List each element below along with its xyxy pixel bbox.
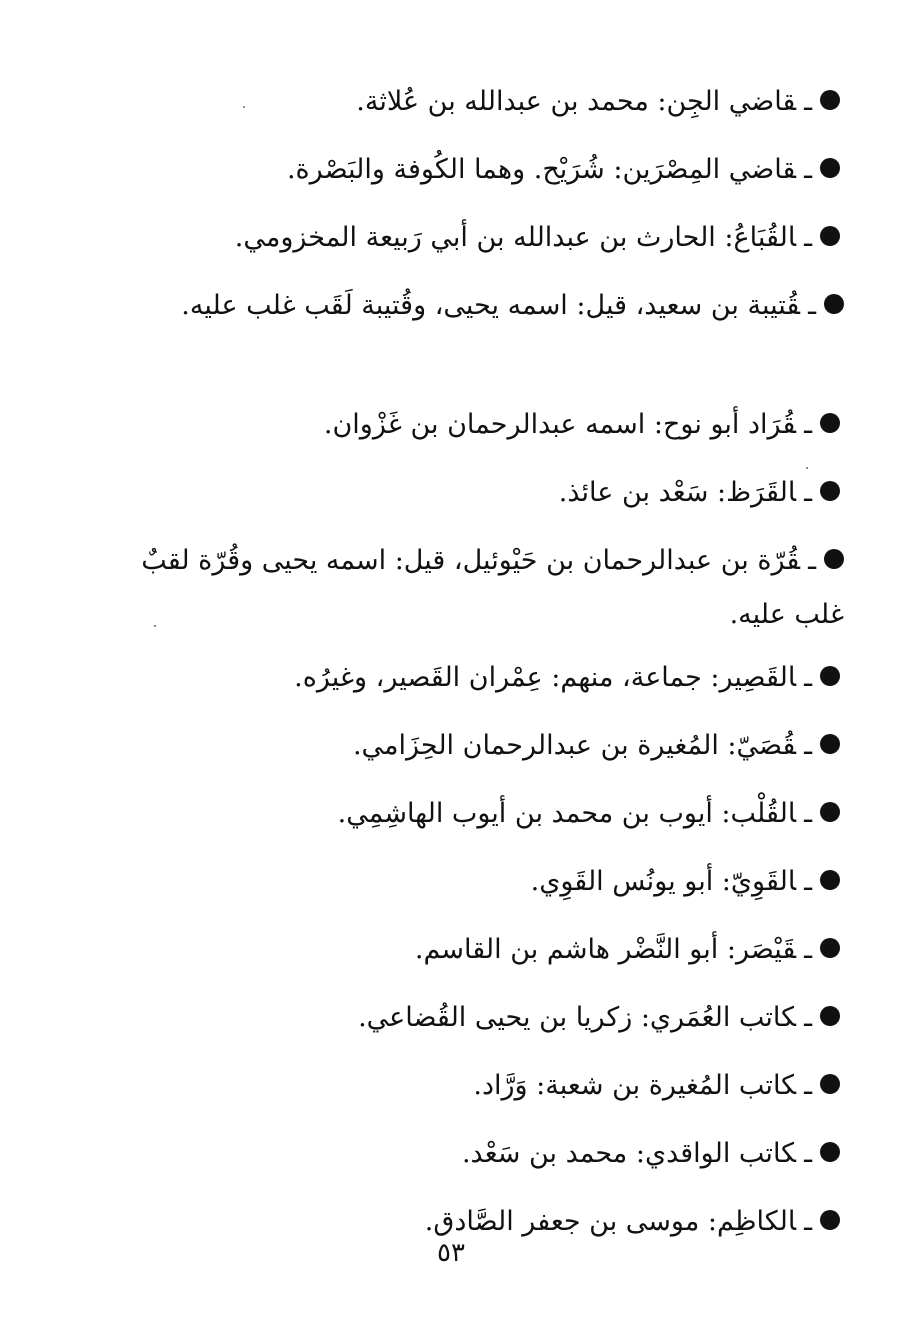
list-item	[415, 930, 840, 970]
entry-dash: ـ	[804, 1070, 812, 1101]
entry-dash: ـ	[804, 222, 812, 253]
entry-text: القُبَاعُ: الحارث بن عبدالله بن أبي رَبيعة المخزومي.	[234, 222, 797, 253]
list-item	[425, 1202, 840, 1242]
bullet-icon	[820, 158, 840, 178]
entry-dash: ـ	[804, 934, 812, 965]
entry-dash: ـ	[804, 1002, 812, 1033]
entry-text: الكاظِم: موسى بن جعفر الصَّادق.	[424, 1206, 797, 1237]
bullet-icon	[820, 1142, 840, 1162]
entry-text: كاتب العُمَري: زكريا بن يحيى القُضاعي.	[358, 1002, 797, 1033]
entry-dash: ـ	[804, 1206, 812, 1237]
bullet-icon	[820, 802, 840, 822]
bullet-icon	[820, 1006, 840, 1026]
bullet-icon	[820, 90, 840, 110]
list-item	[353, 726, 840, 766]
entry-dash: ـ	[804, 477, 812, 508]
entry-dash: ـ	[808, 545, 816, 576]
scan-speck	[243, 106, 245, 108]
entry-text: قاضي الجِن: محمد بن عبدالله بن عُلاثة.	[356, 86, 797, 117]
entry-text: كاتب المُغيرة بن شعبة: وَرَّاد.	[473, 1070, 797, 1101]
entry-text: القَرَظ: سَعْد بن عائذ.	[558, 477, 797, 508]
entry-dash: ـ	[804, 730, 812, 761]
entry-text: قَيْصَر: أبو النَّضْر هاشم بن القاسم.	[414, 934, 797, 965]
scan-speck	[154, 625, 156, 627]
bullet-icon	[820, 1074, 840, 1094]
bullet-icon	[820, 870, 840, 890]
entry-text: قُرَاد أبو نوح: اسمه عبدالرحمان بن غَزْوان.	[323, 409, 797, 440]
entry-dash: ـ	[804, 798, 812, 829]
bullet-icon	[820, 734, 840, 754]
entry-dash: ـ	[804, 86, 812, 117]
entry-dash: ـ	[804, 1138, 812, 1169]
entry-dash: ـ	[804, 154, 812, 185]
entry-text: قُتيبة بن سعيد، قيل: اسمه يحيى، وقُتيبة لَقَب غلب عليه.	[181, 290, 801, 321]
list-item	[559, 473, 840, 513]
entry-text: القُلْب: أيوب بن محمد بن أيوب الهاشِمِي.	[337, 798, 797, 829]
bullet-icon	[820, 481, 840, 501]
entry-dash: ـ	[804, 662, 812, 693]
list-item	[473, 1066, 840, 1106]
list-item	[358, 998, 840, 1038]
list-item	[287, 150, 840, 190]
list-item	[356, 82, 840, 122]
list-item	[235, 218, 840, 258]
bullet-icon	[820, 938, 840, 958]
entry-text: قاضي المِصْرَين: شُرَيْح. وهما الكُوفة والبَصْرة.	[286, 154, 797, 185]
entry-text: قُرّة بن عبدالرحمان بن حَيْوئيل، قيل: اسمه يحيى وقُرّة لقبٌ غلب عليه.	[141, 545, 844, 630]
entry-dash: ـ	[804, 409, 812, 440]
entry-dash: ـ	[804, 866, 812, 897]
bullet-icon	[824, 549, 844, 569]
scan-speck	[806, 467, 808, 469]
entry-text: قُصَيّ: المُغيرة بن عبدالرحمان الحِزَامي.	[352, 730, 797, 761]
list-item	[531, 862, 840, 902]
entry-text: القَوِيّ: أبو يونُس القَوِي.	[530, 866, 797, 897]
entry-text: القَصِير: جماعة، منهم: عِمْران القَصير، وغيرُه.	[294, 662, 797, 693]
list-item	[462, 1134, 840, 1174]
bullet-icon	[820, 226, 840, 246]
list-item	[139, 534, 844, 642]
entry-text: كاتب الواقدي: محمد بن سَعْد.	[461, 1138, 797, 1169]
bullet-icon	[820, 666, 840, 686]
list-item	[144, 279, 844, 333]
list-item	[294, 658, 840, 698]
list-item	[338, 794, 840, 834]
bullet-icon	[820, 1210, 840, 1230]
bullet-icon	[820, 413, 840, 433]
list-item	[324, 405, 840, 445]
page-number: ٥٣	[437, 1238, 465, 1268]
entry-dash: ـ	[808, 290, 816, 321]
bullet-icon	[824, 294, 844, 314]
